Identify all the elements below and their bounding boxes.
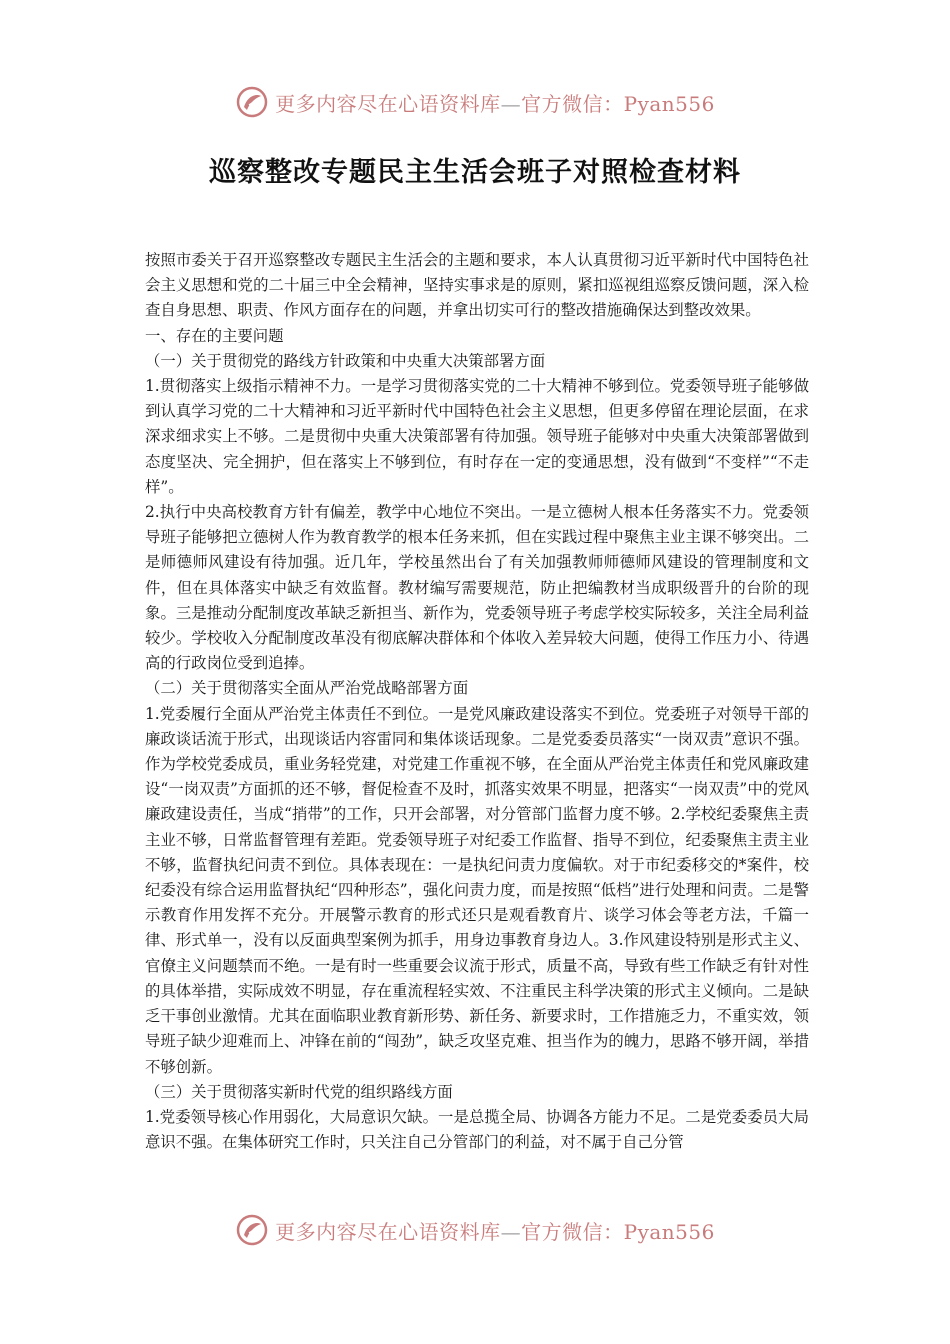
watermark-wechat-id: Pyan556 xyxy=(623,1219,715,1244)
body-paragraph: 1.党委领导核心作用弱化，大局意识欠缺。一是总揽全局、协调各方能力不足。二是党委委员大局意识不强。在集体研究工作时，只关注自己分管部门的利益，对不属于自己分管 xyxy=(145,1107,809,1152)
watermark-brand: 更多内容尽在心语资料库 xyxy=(275,91,501,116)
subsection-heading: （一）关于贯彻党的路线方针政策和中央重大决策部署方面 xyxy=(145,351,546,370)
body-paragraph: 1.贯彻落实上级指示精神不力。一是学习贯彻落实党的二十大精神不够到位。党委领导班子能够做到认真学习党的二十大精神和习近平新时代中国特色社会主义思想，但更多停留在理论层面，在求深求细求实上不够。二是贯彻中央重大决策部署有待加强。领导班子能够对中央重大决策部署做到态度坚决、完全拥护，但在落实上不够到位，有时存在一定的变通思想，没有做到“不变样”“不走样”。 xyxy=(145,377,809,496)
body-paragraph: 2.执行中央高校教育方针有偏差，教学中心地位不突出。一是立德树人根本任务落实不力。党委领导班子能够把立德树人作为教育教学的根本任务来抓，但在实践过程中聚焦主业主课不够突出。二是师德师风建设有待加强。近几年，学校虽然出台了有关加强教师师德师风建设的管理制度和文件，但在具体落实中缺乏有效监督。教材编写需要规范，防止把编教材当成职级晋升的台阶的现象。三是推动分配制度改革缺乏新担当、新作为，党委领导班子考虑学校实际较多，关注全局利益较少。学校收入分配制度改革没有彻底解决群体和个体收入差异较大问题，使得工作压力小、待遇高的行政岗位受到追捧。 xyxy=(145,503,809,673)
watermark-dash: — xyxy=(500,1219,522,1244)
section-heading: 一、存在的主要问题 xyxy=(145,326,284,345)
body-paragraph: 1.党委履行全面从严治党主体责任不到位。一是党风廉政建设落实不到位。党委班子对领导干部的廉政谈话流于形式，出现谈话内容雷同和集体谈话现象。二是党委委员落实“一岗双责”意识不强。作为学校党委成员，重业务轻党建，对党建工作重视不够，在全面从严治党主体责任和党风廉政建设“一岗双责”方面抓的还不够，督促检查不及时，抓落实效果不明显，把落实“一岗双责”中的党风廉政建设责任，当成“捎带”的工作，只开会部署，对分管部门监督力度不够。2.学校纪委聚焦主责主业不够，日常监督管理有差距。党委领导班子对纪委工作监督、指导不到位，纪委聚焦主责主业不够，监督执纪问责不到位。具体表现在：一是执纪问责力度偏软。对于市纪委移交的*案件，校纪委没有综合运用监督执纪“四种形态”，强化问责力度，而是按照“低档”进行处理和问责。二是警示教育作用发挥不充分。开展警示教育的形式还只是观看教育片、谈学习体会等老方法，千篇一律、形式单一，没有以反面典型案例为抓手，用身边事教育身边人。3.作风建设特别是形式主义、官僚主义问题禁而不绝。一是有时一些重要会议流于形式，质量不高，导致有些工作缺乏有针对性的具体举措，实际成效不明显，存在重流程轻实效、不注重民主科学决策的形式主义倾向。二是缺乏干事创业激情。尤其在面临职业教育新形势、新任务、新要求时，工作措施乏力，不重实效，领导班子缺少迎难而上、冲锋在前的“闯劲”，缺乏攻坚克难、担当作为的魄力，思路不够开阔，举措不够创新。 xyxy=(145,704,809,1076)
watermark-official: 官方微信： xyxy=(521,91,624,116)
watermark-official: 官方微信： xyxy=(521,1219,624,1244)
watermark-text xyxy=(275,1216,715,1245)
watermark-banner-bottom xyxy=(0,1208,950,1252)
watermark-banner-top xyxy=(0,80,950,124)
watermark-dash: — xyxy=(500,91,522,116)
watermark-wechat-id: Pyan556 xyxy=(623,91,715,116)
subsection-heading: （三）关于贯彻落实新时代党的组织路线方面 xyxy=(145,1082,453,1101)
brand-logo-icon xyxy=(235,1213,269,1247)
watermark-brand: 更多内容尽在心语资料库 xyxy=(275,1219,501,1244)
document-title: 巡察整改专题民主生活会班子对照检查材料 xyxy=(209,157,741,188)
intro-paragraph: 按照市委关于召开巡察整改专题民主生活会的主题和要求，本人认真贯彻习近平新时代中国特色社会主义思想和党的二十届三中全会精神，坚持实事求是的原则，紧扣巡视组巡察反馈问题，深入检查自身思想、职责、作风方面存在的问题，并拿出切实可行的整改措施确保达到整改效果。 xyxy=(145,251,809,320)
subsection-heading: （二）关于贯彻落实全面从严治党战略部署方面 xyxy=(145,679,469,698)
brand-logo-icon xyxy=(235,85,269,119)
document-body xyxy=(145,248,809,1155)
watermark-text xyxy=(275,88,715,117)
